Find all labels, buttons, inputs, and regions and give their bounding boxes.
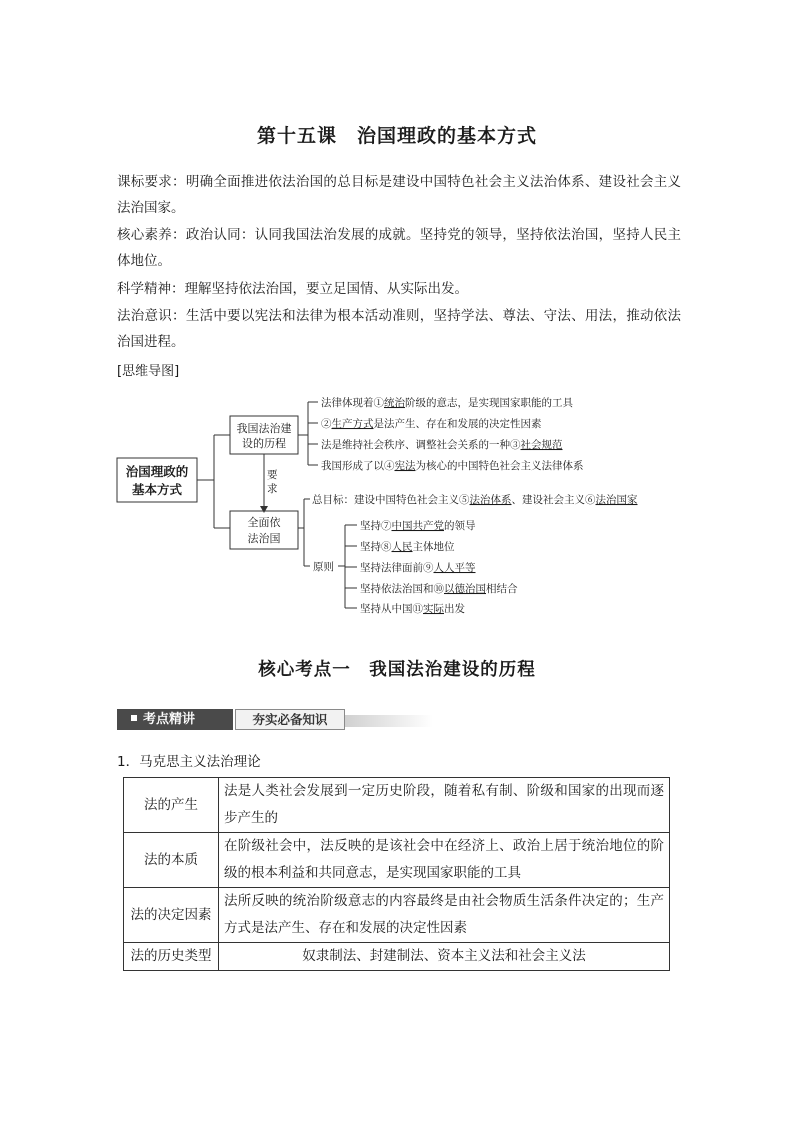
table-row-head: 法的决定因素 xyxy=(124,888,219,943)
marxist-law-table xyxy=(123,777,670,971)
mindmap-label: [思维导图] xyxy=(117,364,180,379)
table-row-head: 法的历史类型 xyxy=(124,943,219,971)
mindmap-principle-item: 坚持⑦中国共产党的领导 xyxy=(360,520,476,532)
mindmap-node-rule-line1: 全面依 xyxy=(247,516,281,529)
table-row-content: 在阶级社会中，法反映的是该社会中在经济上、政治上居于统治地位的阶级的根本利益和共同意志，是实现国家职能的工具 xyxy=(219,833,670,888)
mindmap-goal: 总目标：建设中国特色社会主义⑤法治体系、建设社会主义⑥法治国家 xyxy=(312,494,638,506)
table-row xyxy=(124,778,670,833)
mindmap-node-history-line2: 设的历程 xyxy=(242,437,286,450)
requirement-core-literacy: 核心素养：政治认同：认同我国法治发展的成就。坚持党的领导，坚持依法治国，坚持人民主体地位。 xyxy=(117,227,681,269)
table-row-content: 奴隶制法、封建制法、资本主义法和社会主义法 xyxy=(219,943,670,971)
mindmap-branch1-item: 法律体现着①统治阶级的意志，是实现国家职能的工具 xyxy=(321,397,573,409)
table-row xyxy=(124,943,670,971)
mindmap-arrow-label-2: 求 xyxy=(267,483,278,495)
table-row xyxy=(124,888,670,943)
mindmap-principle-item: 坚持⑧人民主体地位 xyxy=(360,541,455,553)
mindmap-node-history-line1: 我国法治建 xyxy=(236,422,292,435)
mindmap-root-line1: 治国理政的 xyxy=(125,464,189,479)
mindmap-principle-item: 坚持从中国⑪实际出发 xyxy=(360,603,465,615)
table-row-content: 法是人类社会发展到一定历史阶段，随着私有制、阶级和国家的出现而逐步产生的 xyxy=(219,778,670,833)
square-bullet-icon xyxy=(131,715,137,721)
mindmap-arrow-label-1: 要 xyxy=(267,469,278,481)
table-row-head: 法的产生 xyxy=(124,778,219,833)
banner-dark: 考点精讲 xyxy=(117,709,233,730)
requirement-legal-awareness: 法治意识：生活中要以宪法和法律为根本活动准则，坚持学法、尊法、守法、用法，推动依法治国进程。 xyxy=(117,308,681,350)
table-row-head: 法的本质 xyxy=(124,833,219,888)
requirement-curriculum: 课标要求：明确全面推进依法治国的总目标是建设中国特色社会主义法治体系、建设社会主义法治国家。 xyxy=(117,174,681,216)
section-banner xyxy=(117,709,433,730)
mindmap-node-rule-line2: 法治国 xyxy=(247,532,281,545)
mindmap-principle-item: 坚持依法治国和⑩以德治国相结合 xyxy=(360,583,518,595)
table-row xyxy=(124,833,670,888)
page-title: 第十五课 治国理政的基本方式 xyxy=(256,125,537,147)
banner-fade xyxy=(345,715,433,727)
mindmap-branch1-item: 我国形成了以④宪法为核心的中国特色社会主义法律体系 xyxy=(321,460,584,472)
section-title: 核心考点一 我国法治建设的历程 xyxy=(258,660,536,680)
mindmap-root-line2: 基本方式 xyxy=(131,482,183,497)
mindmap-branch1-item: 法是维持社会秩序、调整社会关系的一种③社会规范 xyxy=(321,439,563,451)
mindmap-principle-label: 原则 xyxy=(313,561,334,573)
mindmap-branch1-item: ②生产方式是法产生、存在和发展的决定性因素 xyxy=(321,418,542,430)
table-row-content: 法所反映的统治阶级意志的内容最终是由社会物质生活条件决定的；生产方式是法产生、存在和发展的决定性因素 xyxy=(219,888,670,943)
subsection-heading: 1．马克思主义法治理论 xyxy=(117,754,261,770)
banner-light: 夯实必备知识 xyxy=(235,709,345,730)
mindmap-principle-item: 坚持法律面前⑨人人平等 xyxy=(360,562,476,574)
mindmap-arrow-head-icon xyxy=(260,506,268,513)
requirement-scientific-spirit: 科学精神：理解坚持依法治国，要立足国情、从实际出发。 xyxy=(117,281,468,297)
